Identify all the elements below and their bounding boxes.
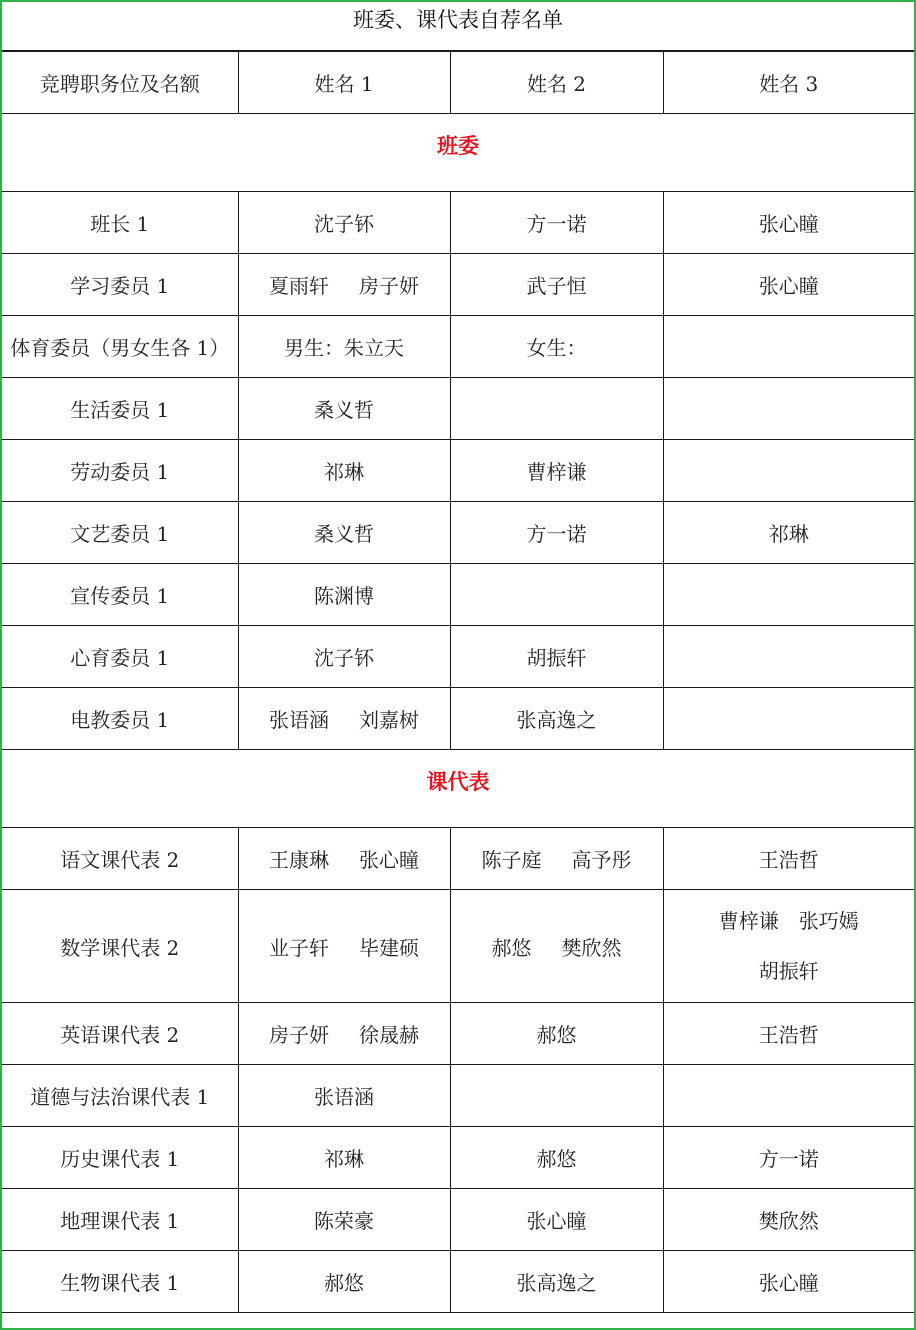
candidate-name: 陈荣豪 <box>314 1209 374 1233</box>
candidate-name: 王浩哲 <box>758 848 819 872</box>
name3-cell <box>663 378 914 440</box>
candidate-name: 沈子钚 <box>314 646 374 670</box>
name2-cell <box>450 192 663 254</box>
name2-cell <box>450 440 663 502</box>
name3-cell <box>663 1065 914 1127</box>
candidate-name: 张高逸之 <box>516 708 597 732</box>
name1-cell <box>238 564 450 626</box>
candidate-name: 桑义哲 <box>314 398 374 422</box>
name3-cell <box>663 688 914 750</box>
name1-cell <box>238 1003 450 1065</box>
page-title: 班委、课代表自荐名单 <box>353 8 563 32</box>
candidate-name: 沈子钚 <box>314 212 374 236</box>
position-cell: 班长 1 <box>2 192 238 254</box>
candidate-name: 张高逸之 <box>516 1271 597 1295</box>
candidate-name: 业子轩 <box>269 935 329 960</box>
name3-cell <box>663 564 914 626</box>
position-cell: 历史课代表 1 <box>2 1127 238 1189</box>
name2-cell <box>450 502 663 564</box>
section-committee-title: 班委 <box>2 114 914 192</box>
name2-cell <box>450 1189 663 1251</box>
candidate-name: 高予彤 <box>571 848 632 872</box>
candidate-name: 张语涵 <box>269 708 329 732</box>
nomination-table <box>2 50 914 1313</box>
candidate-name: 刘嘉树 <box>359 708 419 732</box>
candidate-name: 房子妍 <box>269 1023 329 1047</box>
candidate-name: 郝悠 <box>491 935 532 960</box>
candidate-name: 张心瞳 <box>526 1209 587 1233</box>
position-cell: 文艺委员 1 <box>2 502 238 564</box>
header-name2: 姓名 2 <box>450 51 663 114</box>
table-row <box>2 890 914 1003</box>
table-row <box>2 378 914 440</box>
candidate-name: 夏雨轩 <box>269 274 329 298</box>
candidate-name: 陈渊博 <box>314 584 374 608</box>
position-cell: 体育委员（男女生各 1） <box>2 316 238 378</box>
section-reps-row <box>2 750 914 828</box>
name3-cell <box>663 1251 914 1313</box>
candidate-name: 张心瞳 <box>359 848 419 872</box>
name1-cell <box>238 502 450 564</box>
name3-cell <box>663 1127 914 1189</box>
position-cell: 地理课代表 1 <box>2 1189 238 1251</box>
header-name1: 姓名 1 <box>238 51 450 114</box>
candidate-name: 女生： <box>526 336 587 360</box>
section-committee-row <box>2 114 914 192</box>
position-cell: 数学课代表 2 <box>2 890 238 1003</box>
name2-cell <box>450 890 663 1003</box>
name2-cell <box>450 254 663 316</box>
table-row <box>2 192 914 254</box>
section-reps-title: 课代表 <box>2 750 914 828</box>
name3-cell <box>663 626 914 688</box>
table-row <box>2 828 914 890</box>
header-name3: 姓名 3 <box>663 51 914 114</box>
candidate-name: 王浩哲 <box>758 1023 819 1047</box>
table-row <box>2 1003 914 1065</box>
header-position: 竞聘职务位及名额 <box>2 51 238 114</box>
name3-cell <box>663 254 914 316</box>
candidate-name: 房子妍 <box>359 274 419 298</box>
candidate-name: 王康琳 <box>269 848 329 872</box>
candidate-name: 祁琳 <box>324 460 364 484</box>
candidate-name: 樊欣然 <box>561 935 622 960</box>
name3-cell <box>663 192 914 254</box>
candidate-name: 郝悠 <box>324 1271 364 1295</box>
position-cell: 宣传委员 1 <box>2 564 238 626</box>
header-row <box>2 51 914 114</box>
name2-cell <box>450 564 663 626</box>
name2-cell <box>450 1127 663 1189</box>
candidate-name: 武子恒 <box>526 274 587 298</box>
position-cell: 学习委员 1 <box>2 254 238 316</box>
table-row <box>2 1251 914 1313</box>
table-row <box>2 1065 914 1127</box>
candidate-name: 张语涵 <box>314 1085 374 1109</box>
name1-cell <box>238 1127 450 1189</box>
name3-cell <box>663 1003 914 1065</box>
table-row <box>2 440 914 502</box>
candidate-name: 郝悠 <box>536 1147 577 1171</box>
position-cell: 语文课代表 2 <box>2 828 238 890</box>
name1-cell <box>238 828 450 890</box>
name3-cell <box>663 502 914 564</box>
position-cell: 劳动委员 1 <box>2 440 238 502</box>
table-row <box>2 316 914 378</box>
name3-cell <box>663 440 914 502</box>
table-row <box>2 1189 914 1251</box>
table-row <box>2 688 914 750</box>
name1-cell <box>238 1065 450 1127</box>
table-row <box>2 254 914 316</box>
position-cell: 生活委员 1 <box>2 378 238 440</box>
name1-cell <box>238 192 450 254</box>
name1-cell <box>238 688 450 750</box>
candidate-name: 曹梓谦 <box>718 909 779 933</box>
table-row <box>2 564 914 626</box>
candidate-name: 男生：朱立天 <box>284 336 404 360</box>
candidate-name: 祁琳 <box>324 1147 364 1171</box>
name2-cell <box>450 828 663 890</box>
candidate-name: 张巧嫣 <box>798 909 859 933</box>
candidate-name: 胡振轩 <box>758 959 819 983</box>
name2-cell <box>450 1251 663 1313</box>
name1-cell <box>238 1251 450 1313</box>
name2-cell <box>450 378 663 440</box>
candidate-name: 郝悠 <box>536 1023 577 1047</box>
name3-cell <box>663 1189 914 1251</box>
name1-cell <box>238 254 450 316</box>
candidate-name: 祁琳 <box>768 522 809 546</box>
table-row <box>2 502 914 564</box>
name1-cell <box>238 440 450 502</box>
position-cell: 心育委员 1 <box>2 626 238 688</box>
name2-cell <box>450 1003 663 1065</box>
name2-cell <box>450 316 663 378</box>
table-row <box>2 626 914 688</box>
candidate-name: 曹梓谦 <box>526 460 587 484</box>
candidate-name: 方一诺 <box>526 212 587 236</box>
position-cell: 电教委员 1 <box>2 688 238 750</box>
position-cell: 道德与法治课代表 1 <box>2 1065 238 1127</box>
candidate-name: 毕建硕 <box>359 935 419 960</box>
name1-cell <box>238 890 450 1003</box>
name3-cell <box>663 828 914 890</box>
candidate-name: 张心瞳 <box>758 274 819 298</box>
name1-cell <box>238 626 450 688</box>
name1-cell <box>238 1189 450 1251</box>
candidate-name: 方一诺 <box>526 522 587 546</box>
name2-cell <box>450 626 663 688</box>
candidate-name: 桑义哲 <box>314 522 374 546</box>
name1-cell <box>238 316 450 378</box>
name2-cell <box>450 688 663 750</box>
name1-cell <box>238 378 450 440</box>
candidate-name: 徐晟赫 <box>359 1023 419 1047</box>
candidate-name: 张心瞳 <box>758 212 819 236</box>
name2-cell <box>450 1065 663 1127</box>
position-cell: 英语课代表 2 <box>2 1003 238 1065</box>
table-row <box>2 1127 914 1189</box>
name3-cell <box>663 316 914 378</box>
candidate-name: 张心瞳 <box>758 1271 819 1295</box>
name3-cell <box>663 890 914 1003</box>
candidate-name: 樊欣然 <box>758 1209 819 1233</box>
position-cell: 生物课代表 1 <box>2 1251 238 1313</box>
candidate-name: 陈子庭 <box>481 848 542 872</box>
candidate-name: 胡振轩 <box>526 646 587 670</box>
candidate-name: 方一诺 <box>758 1147 819 1171</box>
